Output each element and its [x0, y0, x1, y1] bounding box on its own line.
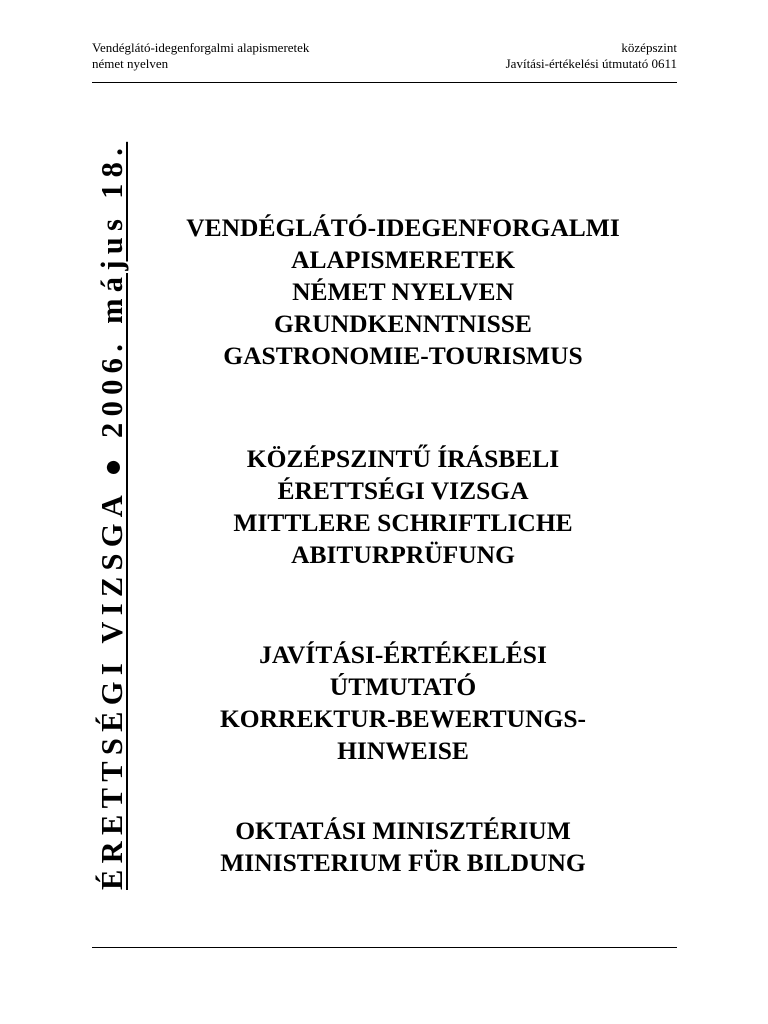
- guide-line: ÚTMUTATÓ: [329, 672, 477, 701]
- header-subject: Vendéglátó-idegenforgalmi alapismeretek: [92, 40, 310, 55]
- vertical-banner: [92, 128, 132, 890]
- header-guide-code: Javítási-értékelési útmutató 0611: [505, 56, 677, 71]
- ministry-line: OKTATÁSI MINISZTÉRIUM: [235, 816, 571, 845]
- title-line: GRUNDKENNTNISSE: [274, 309, 532, 338]
- guide-block: [138, 639, 668, 767]
- vertical-exam-date-text: ÉRETTSÉGI VIZSGA ● 2006. május 18.: [95, 141, 129, 890]
- header-language: német nyelven: [92, 56, 169, 71]
- header-right: [506, 40, 677, 72]
- level-line: ABITURPRÜFUNG: [291, 540, 515, 569]
- ministry-line: MINISTERIUM FÜR BILDUNG: [220, 848, 586, 877]
- title-line: ALAPISMERETEK: [291, 245, 515, 274]
- guide-line: HINWEISE: [337, 736, 469, 765]
- level-line: ÉRETTSÉGI VIZSGA: [277, 476, 529, 505]
- header-left: [92, 40, 309, 72]
- header-level: középszint: [621, 40, 677, 55]
- page-header: [92, 40, 677, 84]
- level-line: MITTLERE SCHRIFTLICHE: [233, 508, 573, 537]
- ministry-block: [138, 815, 668, 879]
- header-rule: [92, 82, 677, 83]
- title-line: NÉMET NYELVEN: [292, 277, 514, 306]
- footer-rule: [92, 947, 677, 948]
- guide-line: KORREKTUR-BEWERTUNGS-: [219, 704, 587, 733]
- title-block: [138, 212, 668, 372]
- guide-line: JAVÍTÁSI-ÉRTÉKELÉSI: [259, 640, 547, 669]
- title-line: GASTRONOMIE-TOURISMUS: [223, 341, 583, 370]
- title-line: VENDÉGLÁTÓ-IDEGENFORGALMI: [186, 213, 620, 242]
- level-line: KÖZÉPSZINTŰ ÍRÁSBELI: [246, 444, 560, 473]
- level-block: [138, 443, 668, 571]
